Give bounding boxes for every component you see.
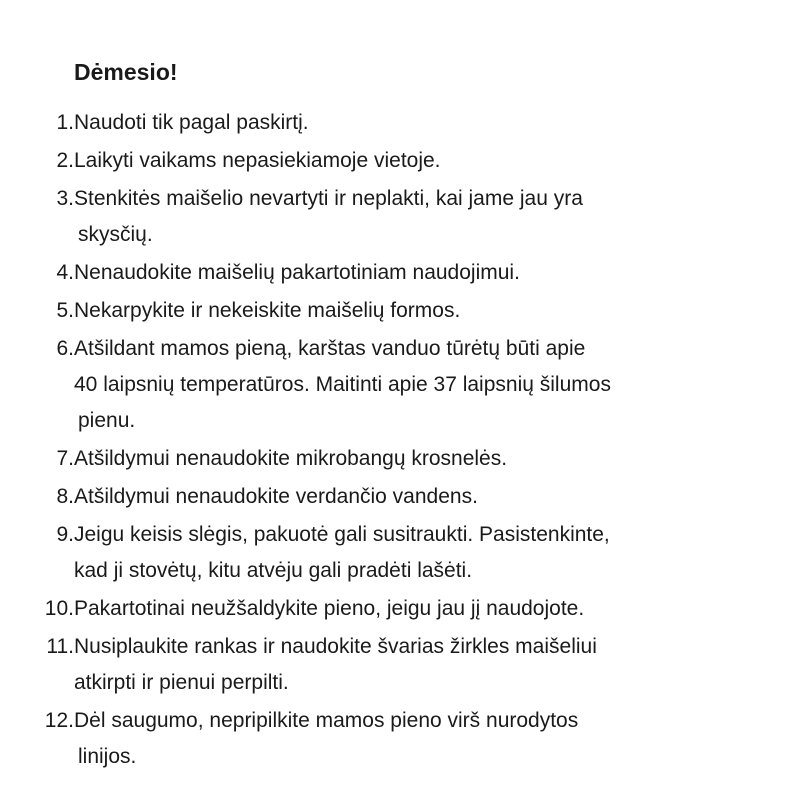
item-text: Stenkitės maišelio nevartyti ir neplakti, kai jame jau yra (74, 187, 583, 210)
item-number: 4. (56, 261, 74, 284)
list-item-6 (0, 331, 760, 439)
item-text: Nekarpykite ir nekeiskite maišelių formos. (74, 299, 461, 322)
item-text-continued: kad ji stovėtų, kitu atvėju gali pradėti lašėti. (74, 559, 473, 582)
item-text-continued: atkirpti ir pienui perpilti. (74, 671, 289, 694)
list-item-7 (0, 441, 760, 477)
item-text: Atšildymui nenaudokite mikrobangų krosnelės. (74, 447, 508, 470)
list-item-10 (0, 591, 760, 627)
item-text: Laikyti vaikams nepasiekiamoje vietoje. (74, 149, 441, 172)
item-text-continued: skysčių. (78, 223, 153, 246)
item-number: 10. (44, 597, 74, 620)
list-item-2 (0, 143, 760, 179)
item-number: 9. (56, 523, 74, 546)
item-text: Naudoti tik pagal paskirtį. (74, 111, 309, 134)
item-number: 8. (56, 485, 74, 508)
item-text: Atšildymui nenaudokite verdančio vandens. (74, 485, 478, 508)
list-item-9 (0, 517, 760, 589)
item-text: Nusiplaukite rankas ir naudokite švarias žirkles maišeliui (74, 635, 597, 658)
item-number: 2. (56, 149, 74, 172)
list-item-1 (0, 105, 760, 141)
list-item-11 (0, 629, 760, 701)
list-item-3 (0, 181, 760, 253)
item-number: 12. (44, 709, 74, 732)
item-text: Pakartotinai neužšaldykite pieno, jeigu jau jį naudojote. (74, 597, 585, 620)
item-number: 7. (56, 447, 74, 470)
item-number: 1. (56, 111, 74, 134)
item-text: Dėl saugumo, nepripilkite mamos pieno virš nurodytos (74, 709, 579, 732)
warning-list (0, 105, 760, 777)
item-number: 3. (56, 187, 74, 210)
item-text: Jeigu keisis slėgis, pakuotė gali susitraukti. Pasistenkinte, (74, 523, 610, 546)
item-number: 5. (56, 299, 74, 322)
list-item-5 (0, 293, 760, 329)
page-title: Dėmesio! (74, 59, 178, 85)
item-text-continued: pienu. (78, 409, 136, 432)
item-text-continued: linijos. (78, 745, 137, 768)
item-text-continued: 40 laipsnių temperatūros. Maitinti apie 37 laipsnių šilumos (74, 373, 611, 396)
item-number: 11. (46, 635, 74, 658)
list-item-8 (0, 479, 760, 515)
list-item-12 (0, 703, 760, 775)
item-text: Atšildant mamos pieną, karštas vanduo tūrėtų būti apie (74, 337, 586, 360)
list-item-4 (0, 255, 760, 291)
item-number: 6. (56, 337, 74, 360)
item-text: Nenaudokite maišelių pakartotiniam naudojimui. (74, 261, 520, 284)
